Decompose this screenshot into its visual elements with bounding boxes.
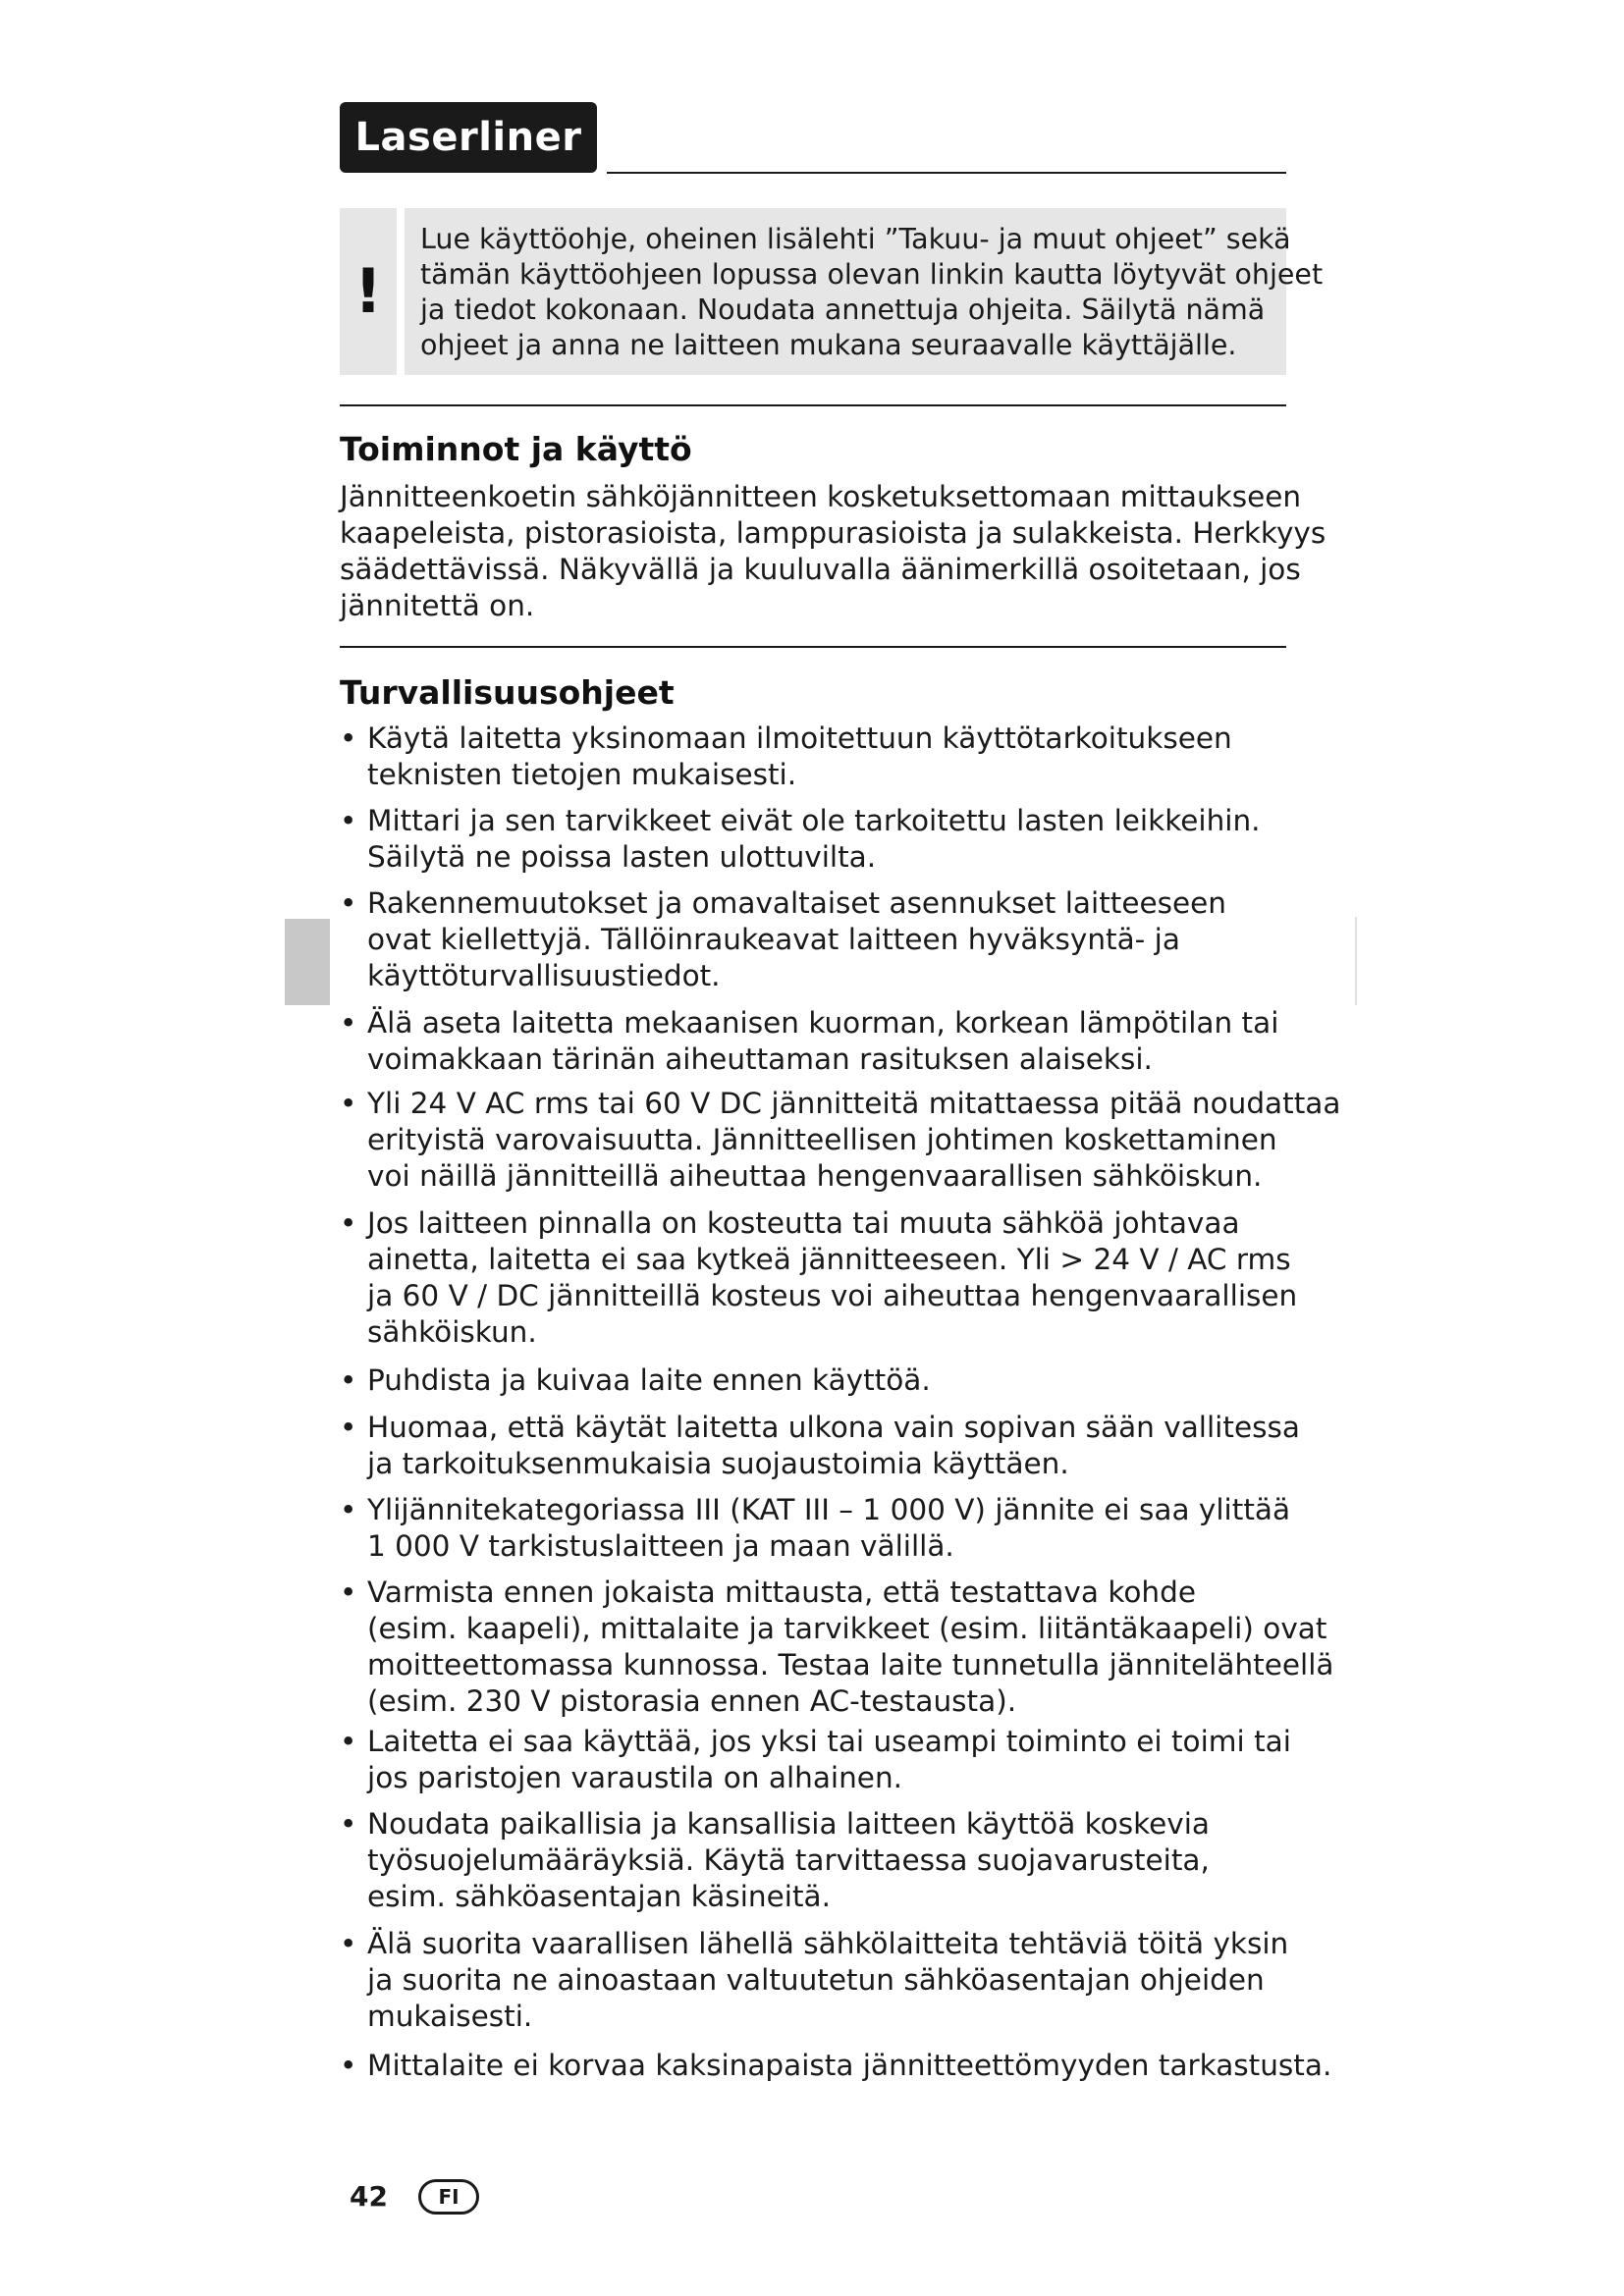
notice-line: ja tiedot kokonaan. Noudata annettuja ohjeita. Säilytä nämä bbox=[420, 294, 1266, 326]
page-number: 42 bbox=[350, 2180, 388, 2213]
functions-paragraph bbox=[340, 479, 1326, 624]
list-item-line: työsuojelumääräyksiä. Käytä tarvittaessa suojavarusteita, bbox=[367, 1843, 1210, 1877]
list-item-line: Jos laitteen pinnalla on kosteutta tai muuta sähköä johtavaa bbox=[367, 1206, 1240, 1240]
list-item-line: ja tarkoituksenmukaisia suojaustoimia käyttäen. bbox=[367, 1447, 1069, 1480]
functions-heading: Toiminnot ja käyttö bbox=[340, 430, 692, 468]
warning-icon: ! bbox=[340, 208, 397, 375]
list-item-line: Varmista ennen jokaista mittausta, että testattava kohde bbox=[367, 1575, 1196, 1609]
list-item-line: teknisten tietojen mukaisesti. bbox=[367, 758, 797, 791]
list-item-line: ja 60 V / DC jännitteillä kosteus voi aiheuttaa hengenvaarallisen bbox=[367, 1279, 1298, 1312]
paragraph-line: Jännitteenkoetin sähköjännitteen kosketuksettomaan mittaukseen bbox=[340, 480, 1302, 513]
header-rule bbox=[607, 172, 1286, 174]
notice-line: tämän käyttöohjeen lopussa olevan linkin kautta löytyvät ohjeet bbox=[420, 258, 1324, 291]
bullet-icon: • bbox=[340, 721, 357, 755]
list-item-line: Ylijännitekategoriassa III (KAT III – 1 000 V) jännite ei saa ylittää bbox=[367, 1493, 1291, 1526]
bullet-icon: • bbox=[340, 1807, 357, 1841]
chapter-tab-marker bbox=[285, 919, 330, 1005]
list-item-line: Käytä laitetta yksinomaan ilmoitettuun käyttötarkoitukseen bbox=[367, 721, 1232, 755]
list-item-line: Huomaa, että käytät laitetta ulkona vain sopivan sään vallitessa bbox=[367, 1411, 1300, 1444]
bullet-icon: • bbox=[340, 1493, 357, 1526]
language-badge: FI bbox=[418, 2179, 479, 2215]
list-item-line: sähköiskun. bbox=[367, 1315, 537, 1349]
paragraph-line: jännitettä on. bbox=[340, 589, 535, 622]
notice-line: Lue käyttöohje, oheinen lisälehti ”Takuu- ja muut ohjeet” sekä bbox=[420, 223, 1291, 255]
bullet-icon: • bbox=[340, 1087, 357, 1120]
bullet-icon: • bbox=[340, 2049, 357, 2082]
bullet-icon: • bbox=[340, 1206, 357, 1240]
notice-box bbox=[405, 208, 1324, 375]
paragraph-line: kaapeleista, pistorasioista, lamppurasioista ja sulakkeista. Herkkyys bbox=[340, 516, 1326, 550]
brand-logo: Laserliner bbox=[340, 102, 597, 173]
margin-line bbox=[1355, 917, 1357, 1005]
list-item-line: Yli 24 V AC rms tai 60 V DC jännitteitä mitattaessa pitää noudattaa bbox=[367, 1087, 1341, 1120]
list-item-line: Älä aseta laitetta mekaanisen kuorman, korkean lämpötilan tai bbox=[367, 1006, 1279, 1040]
list-item-line: Rakennemuutokset ja omavaltaiset asennukset laitteeseen bbox=[367, 886, 1226, 920]
list-item-line: esim. sähköasentajan käsineitä. bbox=[367, 1880, 831, 1913]
list-item-line: jos paristojen varaustila on alhainen. bbox=[367, 1761, 903, 1794]
bullet-icon: • bbox=[340, 1725, 357, 1758]
safety-heading: Turvallisuusohjeet bbox=[340, 673, 675, 712]
bullet-icon: • bbox=[340, 1363, 357, 1397]
list-item-line: voimakkaan tärinän aiheuttaman rasituksen alaiseksi. bbox=[367, 1042, 1153, 1076]
section-divider bbox=[340, 404, 1286, 406]
bullet-icon: • bbox=[340, 1927, 357, 1960]
list-item-line: 1 000 V tarkistuslaitteen ja maan välillä. bbox=[367, 1529, 954, 1563]
bullet-icon: • bbox=[340, 886, 357, 920]
bullet-icon: • bbox=[340, 1575, 357, 1609]
list-item-line: mukaisesti. bbox=[367, 2000, 533, 2033]
list-item-line: Säilytä ne poissa lasten ulottuvilta. bbox=[367, 840, 877, 874]
list-item-line: ja suorita ne ainoastaan valtuutetun sähköasentajan ohjeiden bbox=[367, 1963, 1265, 1997]
list-item-line: moitteettomassa kunnossa. Testaa laite tunnetulla jännitelähteellä bbox=[367, 1648, 1334, 1682]
bullet-icon: • bbox=[340, 1411, 357, 1444]
paragraph-line: säädettävissä. Näkyvällä ja kuuluvalla äänimerkillä osoitetaan, jos bbox=[340, 553, 1301, 586]
list-item-line: Puhdista ja kuivaa laite ennen käyttöä. bbox=[367, 1363, 931, 1397]
notice-line: ohjeet ja anna ne laitteen mukana seuraavalle käyttäjälle. bbox=[420, 329, 1237, 361]
list-item-line: Mittalaite ei korvaa kaksinapaista jännitteettömyyden tarkastusta. bbox=[367, 2049, 1332, 2082]
list-item-line: (esim. kaapeli), mittalaite ja tarvikkeet (esim. liitäntäkaapeli) ovat bbox=[367, 1612, 1327, 1645]
list-item-line: voi näillä jännitteillä aiheuttaa hengenvaarallisen sähköiskun. bbox=[367, 1159, 1263, 1193]
list-item-line: Älä suorita vaarallisen lähellä sähkölaitteita tehtäviä töitä yksin bbox=[367, 1927, 1289, 1960]
section-divider bbox=[340, 646, 1286, 648]
list-item-line: Mittari ja sen tarvikkeet eivät ole tarkoitettu lasten leikkeihin. bbox=[367, 804, 1261, 837]
list-item-line: (esim. 230 V pistorasia ennen AC-testausta). bbox=[367, 1684, 1017, 1718]
list-item-line: erityistä varovaisuutta. Jännitteellisen johtimen koskettaminen bbox=[367, 1123, 1277, 1156]
list-item-line: ovat kiellettyjä. Tällöinraukeavat laitteen hyväksyntä- ja bbox=[367, 923, 1180, 956]
list-item-line: käyttöturvallisuustiedot. bbox=[367, 959, 721, 992]
list-item-line: Laitetta ei saa käyttää, jos yksi tai useampi toiminto ei toimi tai bbox=[367, 1725, 1291, 1758]
list-item-line: Noudata paikallisia ja kansallisia laitteen käyttöä koskevia bbox=[367, 1807, 1211, 1841]
bullet-icon: • bbox=[340, 804, 357, 837]
list-item-line: ainetta, laitetta ei saa kytkeä jännitteeseen. Yli > 24 V / AC rms bbox=[367, 1243, 1291, 1276]
bullet-icon: • bbox=[340, 1006, 357, 1040]
